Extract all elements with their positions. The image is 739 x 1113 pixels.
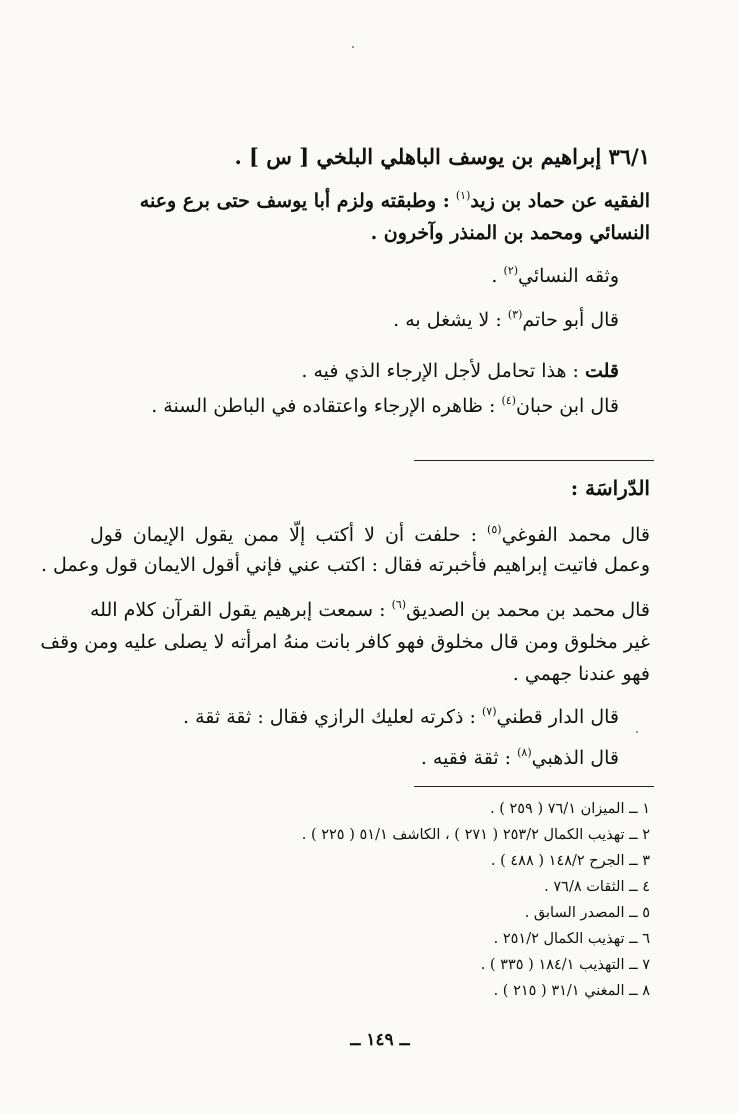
study-p4-rest: : ثقة فقيه . bbox=[420, 747, 512, 769]
footnote-6: ٦ ــ تهذيب الكمال ٢٥١/٢ . bbox=[493, 931, 650, 947]
entry-line-4-rest: : لا يشغل به . bbox=[393, 309, 502, 331]
entry-line-3 bbox=[491, 262, 619, 290]
study-p3-rest: : ذكرته لعليك الرازي فقال : ثقة ثقة . bbox=[182, 706, 476, 728]
entry-line-5-rest: : هذا تحامل لأجل الإرجاء الذي فيه . bbox=[301, 360, 579, 382]
footnote-ref-3: (٣) bbox=[507, 308, 523, 321]
footnote-ref-2: (٢) bbox=[503, 264, 519, 277]
entry-line-5 bbox=[301, 357, 619, 385]
study-p1-line-2: وعمل فاتيت إبراهيم فأخبرته فقال : اكتب عني فإني أقول الايمان قول وعمل . bbox=[40, 554, 650, 576]
entry-line-6-rest: : ظاهره الإرجاء واعتقاده في الباطن السنة . bbox=[151, 395, 496, 417]
study-title: الدّراسَة : bbox=[570, 476, 650, 500]
footnote-1: ١ ــ الميزان ٧٦/١ ( ٢٥٩ ) . bbox=[489, 801, 650, 817]
study-p2-line-2: غير مخلوق ومن قال مخلوق فهو كافر بانت منهُ امرأته لا يصلى عليه ومن وقف bbox=[40, 631, 650, 653]
study-p3 bbox=[183, 703, 619, 731]
footnote-ref-5: (٥) bbox=[487, 523, 502, 536]
footnote-8: ٨ ــ المغني ٣١/١ ( ٢١٥ ) . bbox=[493, 983, 650, 999]
entry-line-1-bold: الفقيه عن حماد بن زيد bbox=[470, 190, 650, 212]
entry-number: ٣٦/١ bbox=[608, 144, 650, 169]
footnote-2: ٢ ــ تهذيب الكمال ٢٥٣/٢ ( ٢٧١ ) ، الكاشف ٥١/١ ( ٢٢٥ ) . bbox=[301, 827, 650, 843]
section-divider bbox=[414, 460, 654, 461]
entry-line-6-text: قال ابن حبان bbox=[515, 395, 619, 417]
study-p1-line-1 bbox=[90, 521, 650, 549]
footnote-5: ٥ ــ المصدر السابق . bbox=[524, 905, 650, 921]
entry-line-2: النسائي ومحمد بن المنذر وآخرون . bbox=[370, 222, 650, 244]
footnote-ref-1: (١) bbox=[455, 189, 471, 202]
footnote-ref-6: (٦) bbox=[391, 598, 407, 611]
entry-line-1-rest: : وطبقته ولزم أبا يوسف حتى برع وعنه bbox=[139, 190, 450, 212]
study-p2-line-1 bbox=[90, 596, 650, 624]
entry-title: إبراهيم بن يوسف الباهلي البلخي [ س ] . bbox=[234, 144, 602, 169]
speck-mark bbox=[352, 46, 354, 48]
footnote-7: ٧ ــ التهذيب ١٨٤/١ ( ٣٣٥ ) . bbox=[480, 957, 650, 973]
study-p1-rest: : حلفت أن لا أكتب إلّا ممن يقول الإيمان قول bbox=[90, 524, 477, 546]
study-p3-text: قال الدار قطني bbox=[496, 706, 619, 728]
study-p4 bbox=[421, 744, 619, 772]
study-p2-rest: : سمعت إبرهيم يقول القرآن كلام الله bbox=[90, 599, 386, 621]
study-p1-text: قال محمد الفوغي bbox=[501, 524, 650, 546]
qultu-label: قلت bbox=[584, 360, 619, 382]
entry-heading bbox=[234, 143, 650, 171]
entry-line-1 bbox=[90, 187, 650, 215]
study-p4-text: قال الذهبي bbox=[531, 747, 619, 769]
entry-line-4 bbox=[393, 306, 619, 334]
page-number: ــ ١٤٩ ــ bbox=[350, 1030, 410, 1050]
speck-mark bbox=[636, 731, 638, 733]
footnote-ref-7: (٧) bbox=[481, 705, 497, 718]
entry-line-6 bbox=[151, 392, 619, 420]
footnote-3: ٣ ــ الجرح ١٤٨/٢ ( ٤٨٨ ) . bbox=[490, 853, 650, 869]
entry-line-3-text: وثقه النسائي bbox=[518, 265, 619, 287]
footnote-divider bbox=[414, 786, 654, 787]
footnote-ref-4: (٤) bbox=[501, 394, 516, 407]
footnote-ref-8: (٨) bbox=[517, 746, 532, 759]
entry-line-3-end: . bbox=[491, 265, 498, 287]
footnote-4: ٤ ــ الثقات ٧٦/٨ . bbox=[544, 879, 650, 895]
study-p2-text: قال محمد بن محمد بن الصديق bbox=[406, 599, 650, 621]
study-p2-line-3: فهو عندنا جهمي . bbox=[512, 663, 650, 685]
entry-line-4-text: قال أبو حاتم bbox=[522, 309, 619, 331]
